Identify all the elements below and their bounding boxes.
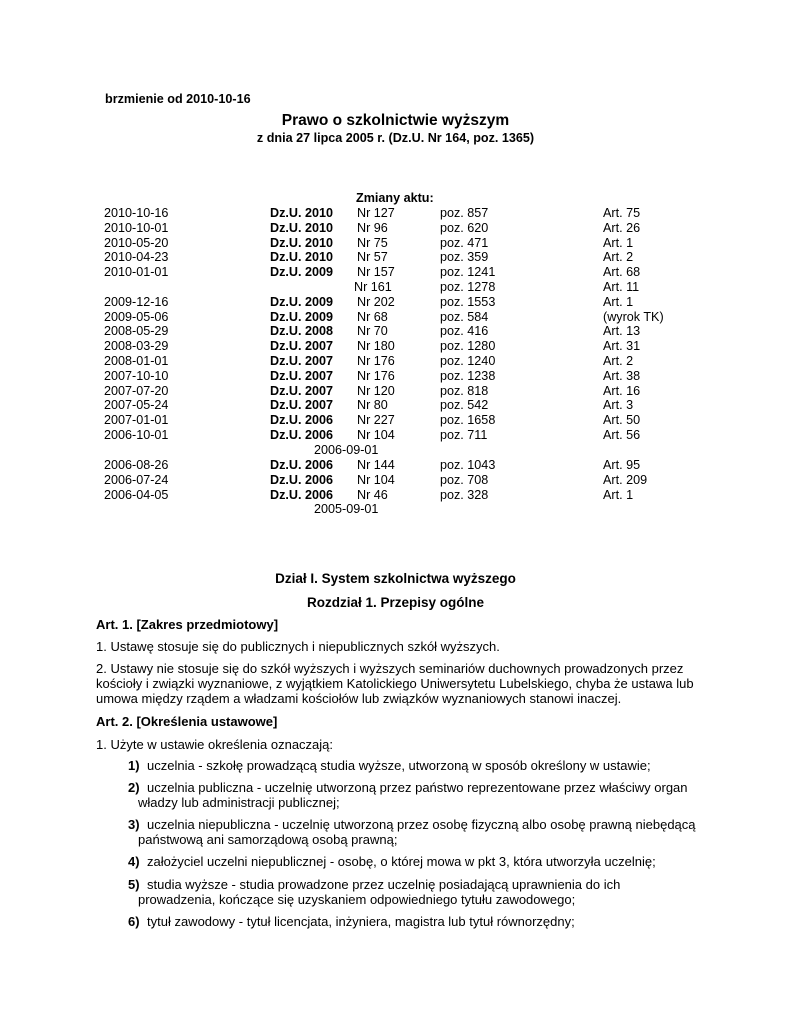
amendment-source: Dz.U. 2010: [270, 235, 333, 250]
amendment-source: Dz.U. 2007: [270, 398, 333, 413]
amendment-source: Dz.U. 2009: [270, 309, 333, 324]
art2-heading: Art. 2. [Określenia ustawowe]: [96, 714, 278, 729]
amendment-date: 2006-07-24: [104, 472, 169, 487]
amendment-date: 2006-10-01: [104, 428, 169, 442]
art1-heading: Art. 1. [Zakres przedmiotowy]: [96, 617, 279, 632]
amendment-nr: Nr 57: [357, 250, 388, 265]
amendment-poz: poz. 359: [440, 250, 489, 265]
amendment-date: 2007-01-01: [104, 413, 169, 428]
amendment-poz: poz. 620: [440, 220, 489, 235]
amendment-art: Art. 1: [603, 487, 634, 502]
amendment-nr: Nr 46: [357, 487, 388, 502]
definition-text: tytuł zawodowy - tytuł licencjata, inżyniera, magistra lub tytuł równorzędny;: [147, 914, 575, 929]
amendment-date: 2006-04-05: [104, 487, 169, 502]
definition-number: 2): [128, 780, 140, 795]
amendment-date: 2010-10-01: [104, 220, 169, 235]
amendment-art: Art. 26: [603, 220, 641, 235]
amendment-poz: poz. 1043: [440, 458, 496, 472]
amendment-poz: poz. 708: [440, 472, 489, 487]
amendment-source: Dz.U. 2010: [270, 206, 333, 220]
amendment-poz: poz. 542: [440, 398, 489, 413]
amendment-source: Dz.U. 2006: [270, 458, 333, 472]
amendment-art: Art. 56: [603, 428, 641, 442]
amendment-date: 2009-12-16: [104, 294, 169, 309]
art2-intro: 1. Użyte w ustawie określenia oznaczają:: [96, 737, 334, 752]
amendment-nr: Nr 96: [357, 220, 388, 235]
amendment-source: Dz.U. 2006: [270, 487, 333, 502]
amendment-nr: Nr 180: [357, 339, 395, 354]
definition-text: uczelnia - szkołę prowadzącą studia wyższe, utworzoną w sposób określony w ustawie;: [147, 758, 651, 773]
amendment-source: Dz.U. 2007: [270, 339, 333, 354]
amendment-nr: Nr 127: [357, 206, 395, 220]
amendment-art: Art. 50: [603, 413, 641, 428]
amendment-date: 2008-05-29: [104, 324, 169, 339]
amendment-poz: poz. 1238: [440, 368, 496, 383]
rozdzial-heading: Rozdział 1. Przepisy ogólne: [306, 595, 485, 610]
amendment-poz: poz. 584: [440, 309, 489, 324]
amendment-nr: Nr 202: [357, 294, 395, 309]
amendment-nr: Nr 104: [357, 428, 395, 442]
amendment-poz: poz. 328: [440, 487, 489, 502]
art1-paragraph-1: 1. Ustawę stosuje się do publicznych i niepublicznych szkół wyższych.: [96, 639, 500, 654]
amendment-source: Dz.U. 2010: [270, 220, 333, 235]
amendment-art: Art. 1: [603, 235, 634, 250]
definition-text: władzy lub administracji publicznej;: [138, 795, 340, 810]
amendment-art: Art. 95: [603, 458, 641, 472]
dzial-heading: Dział I. System szkolnictwa wyższego: [275, 571, 516, 586]
art1-paragraph-2-line: 2. Ustawy nie stosuje się do szkół wyższych i wyższych seminariów duchownych prowadzonych przez: [96, 661, 684, 676]
amendment-source: Dz.U. 2006: [270, 413, 333, 428]
amendment-date: 2009-05-06: [104, 309, 169, 324]
document-title: Prawo o szkolnictwie wyższym: [281, 112, 510, 129]
amendment-date: 2007-05-24: [104, 398, 169, 413]
amendment-art: Art. 13: [603, 324, 641, 339]
amendment-art: Art. 75: [603, 206, 641, 220]
amendment-nr: Nr 157: [357, 265, 395, 280]
amendment-date: 2006-08-26: [104, 458, 169, 472]
amendment-art: Art. 2: [603, 354, 634, 368]
amendment-poz: poz. 1240: [440, 354, 496, 368]
amendment-note: 2006-09-01: [314, 443, 379, 457]
definition-text: uczelnia niepubliczna - uczelnię utworzoną przez osobę fizyczną albo osobę prawną niebędącą: [147, 817, 696, 832]
definition-text: prowadzenia, kończące się uzyskaniem odpowiedniego tytułu zawodowego;: [138, 892, 576, 907]
amendment-art: Art. 68: [603, 265, 641, 280]
amendment-date: 2010-04-23: [104, 250, 169, 265]
amendment-poz: poz. 1553: [440, 294, 496, 309]
definition-number: 1): [128, 758, 140, 773]
amendment-nr: Nr 227: [357, 413, 395, 428]
amendment-nr: Nr 104: [357, 472, 395, 487]
amendment-source: Dz.U. 2010: [270, 250, 333, 265]
amendment-source: Dz.U. 2007: [270, 354, 333, 368]
amendment-art: Art. 1: [603, 294, 634, 309]
amendment-nr: Nr 144: [357, 458, 395, 472]
amendment-source: Dz.U. 2009: [270, 265, 333, 280]
amendment-nr: Nr 120: [357, 383, 395, 398]
amendment-poz: poz. 471: [440, 235, 489, 250]
amendment-source: Dz.U. 2006: [270, 472, 333, 487]
amendment-nr: Nr 75: [357, 235, 388, 250]
amendment-art: Art. 2: [603, 250, 634, 265]
amendment-poz: poz. 416: [440, 324, 489, 339]
amendment-date: 2010-05-20: [104, 235, 169, 250]
definition-number: 5): [128, 877, 140, 892]
amendment-poz: poz. 711: [440, 428, 488, 442]
definition-text: założyciel uczelni niepublicznej - osobę, o której mowa w pkt 3, która utworzyła uczelnię;: [147, 854, 656, 869]
amendment-note: 2005-09-01: [314, 502, 379, 516]
amendment-art: Art. 31: [603, 339, 641, 354]
amendments-heading: Zmiany aktu:: [356, 191, 434, 205]
amendment-poz: poz. 1241: [440, 265, 496, 280]
art1-paragraph-2-line: umowa między rządem a władzami kościołów lub związków wyznaniowych stanowi inaczej.: [96, 691, 622, 706]
definition-text: państwową ani samorządową osobą prawną;: [138, 832, 398, 847]
amendment-art: Art. 3: [603, 398, 634, 413]
document-subtitle: z dnia 27 lipca 2005 r. (Dz.U. Nr 164, poz. 1365): [256, 131, 535, 145]
amendment-art: Art. 38: [603, 368, 641, 383]
amendment-source: Dz.U. 2008: [270, 324, 333, 339]
amendment-art: Art. 209: [603, 472, 648, 487]
definition-number: 6): [128, 914, 140, 929]
amendment-nr: Nr 161: [354, 280, 392, 294]
art1-paragraph-2-line: kościoły i związki wyznaniowe, z wyjątkiem Katolickiego Uniwersytetu Lubelskiego, chyba że ustawa lub: [96, 676, 694, 691]
amendment-art: (wyrok TK): [603, 309, 664, 324]
amendment-poz: poz. 1280: [440, 339, 496, 354]
amendment-source: Dz.U. 2007: [270, 368, 333, 383]
amendment-nr: Nr 176: [357, 354, 395, 368]
amendment-art: Art. 16: [603, 383, 641, 398]
amendment-poz: poz. 857: [440, 206, 489, 220]
amendment-poz: poz. 1278: [440, 280, 496, 294]
amendment-source: Dz.U. 2007: [270, 383, 333, 398]
amendment-date: 2008-01-01: [104, 354, 169, 368]
amendment-poz: poz. 1658: [440, 413, 496, 428]
definition-number: 3): [128, 817, 140, 832]
amendment-nr: Nr 80: [357, 398, 388, 413]
amendment-source: Dz.U. 2009: [270, 294, 333, 309]
amendment-date: 2008-03-29: [104, 339, 169, 354]
definition-text: uczelnia publiczna - uczelnię utworzoną przez państwo reprezentowane przez właściwy organ: [147, 780, 688, 795]
version-label: brzmienie od 2010-10-16: [105, 92, 251, 106]
amendment-poz: poz. 818: [440, 383, 489, 398]
amendment-date: 2010-10-16: [104, 206, 169, 220]
amendment-nr: Nr 70: [357, 324, 388, 339]
amendment-date: 2010-01-01: [104, 265, 169, 280]
amendment-art: Art. 11: [603, 280, 640, 294]
definition-number: 4): [128, 854, 140, 869]
amendment-date: 2007-10-10: [104, 368, 169, 383]
amendment-nr: Nr 176: [357, 368, 395, 383]
amendment-source: Dz.U. 2006: [270, 428, 333, 442]
definition-text: studia wyższe - studia prowadzone przez uczelnię posiadającą uprawnienia do ich: [147, 877, 621, 892]
amendment-date: 2007-07-20: [104, 383, 169, 398]
amendment-nr: Nr 68: [357, 309, 388, 324]
